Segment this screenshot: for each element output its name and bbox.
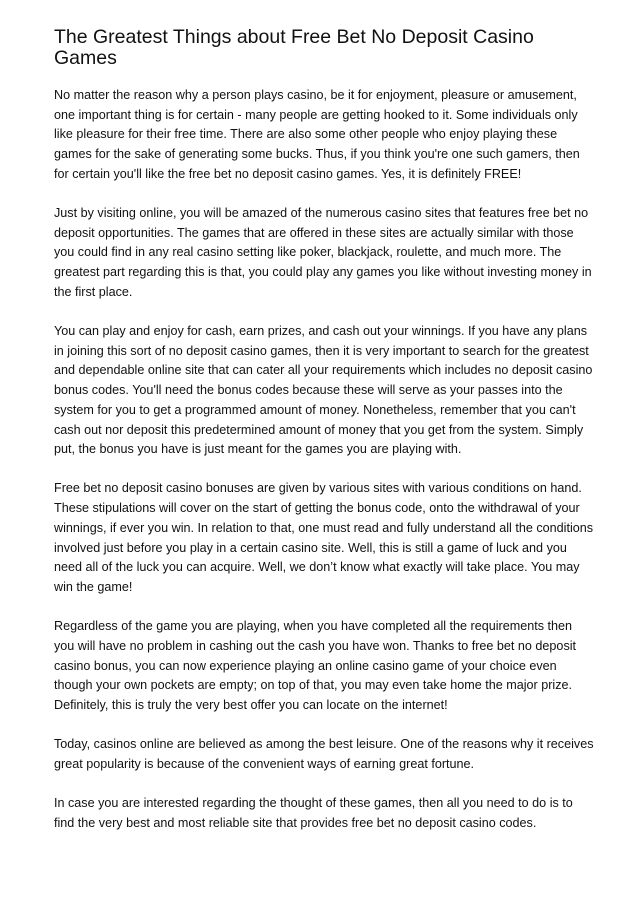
paragraph: Regardless of the game you are playing, when you have completed all the requirements then you will have no problem in cashing out the cash you have won. Thanks to free bet no deposit casino bonus, you can now experience playing an online casino game of your choice even though your own pockets are empty; on top of that, you may even take home the major prize. Definitely, this is truly the very best offer you can locate on the internet! <box>54 619 577 712</box>
paragraph: You can play and enjoy for cash, earn prizes, and cash out your winnings. If you have any plans in joining this sort of no deposit casino games, then it is very important to search for the greatest and dependable online site that can cater all your requirements which includes no deposit casino bonus codes. You'll need the bonus codes because these will serve as your passes into the system for you to get a programmed amount of money. Nonetheless, remember that you can't cash out nor deposit this predetermined amount of money that you get from the system. Simply put, the bonus you have is just meant for the games you are playing with. <box>54 324 593 457</box>
document-title: The Greatest Things about Free Bet No Deposit Casino Games <box>54 26 534 69</box>
document-page <box>54 27 594 853</box>
paragraph: No matter the reason why a person plays casino, be it for enjoyment, pleasure or amusement, one important thing is for certain - many people are getting hooked to it. Some individuals only like pleasure for their free time. There are also some other people who enjoy playing these games for the sake of generating some bucks. Thus, if you think you're one such gamers, then for certain you'll like the free bet no deposit casino games. Yes, it is definitely FREE! <box>54 88 580 181</box>
paragraph: Free bet no deposit casino bonuses are given by various sites with various conditions on hand. These stipulations will cover on the start of getting the bonus code, onto the withdrawal of your winnings, if ever you win. In relation to that, one must read and fully understand all the conditions involved just before you play in a certain casino site. Well, this is still a game of luck and you need all of the luck you can acquire. Well, we don’t know what exactly will take place. You may win the game! <box>54 481 594 594</box>
paragraph: Just by visiting online, you will be amazed of the numerous casino sites that features free bet no deposit opportunities. The games that are offered in these sites are actually similar with those you could find in any real casino setting like poker, blackjack, roulette, and much more. The greatest part regarding this is that, you could play any games you like without investing money in the first place. <box>54 206 592 299</box>
paragraph: In case you are interested regarding the thought of these games, then all you need to do is to find the very best and most reliable site that provides free bet no deposit casino codes. <box>54 796 573 830</box>
paragraph: Today, casinos online are believed as among the best leisure. One of the reasons why it receives great popularity is because of the convenient ways of earning great fortune. <box>54 737 594 771</box>
